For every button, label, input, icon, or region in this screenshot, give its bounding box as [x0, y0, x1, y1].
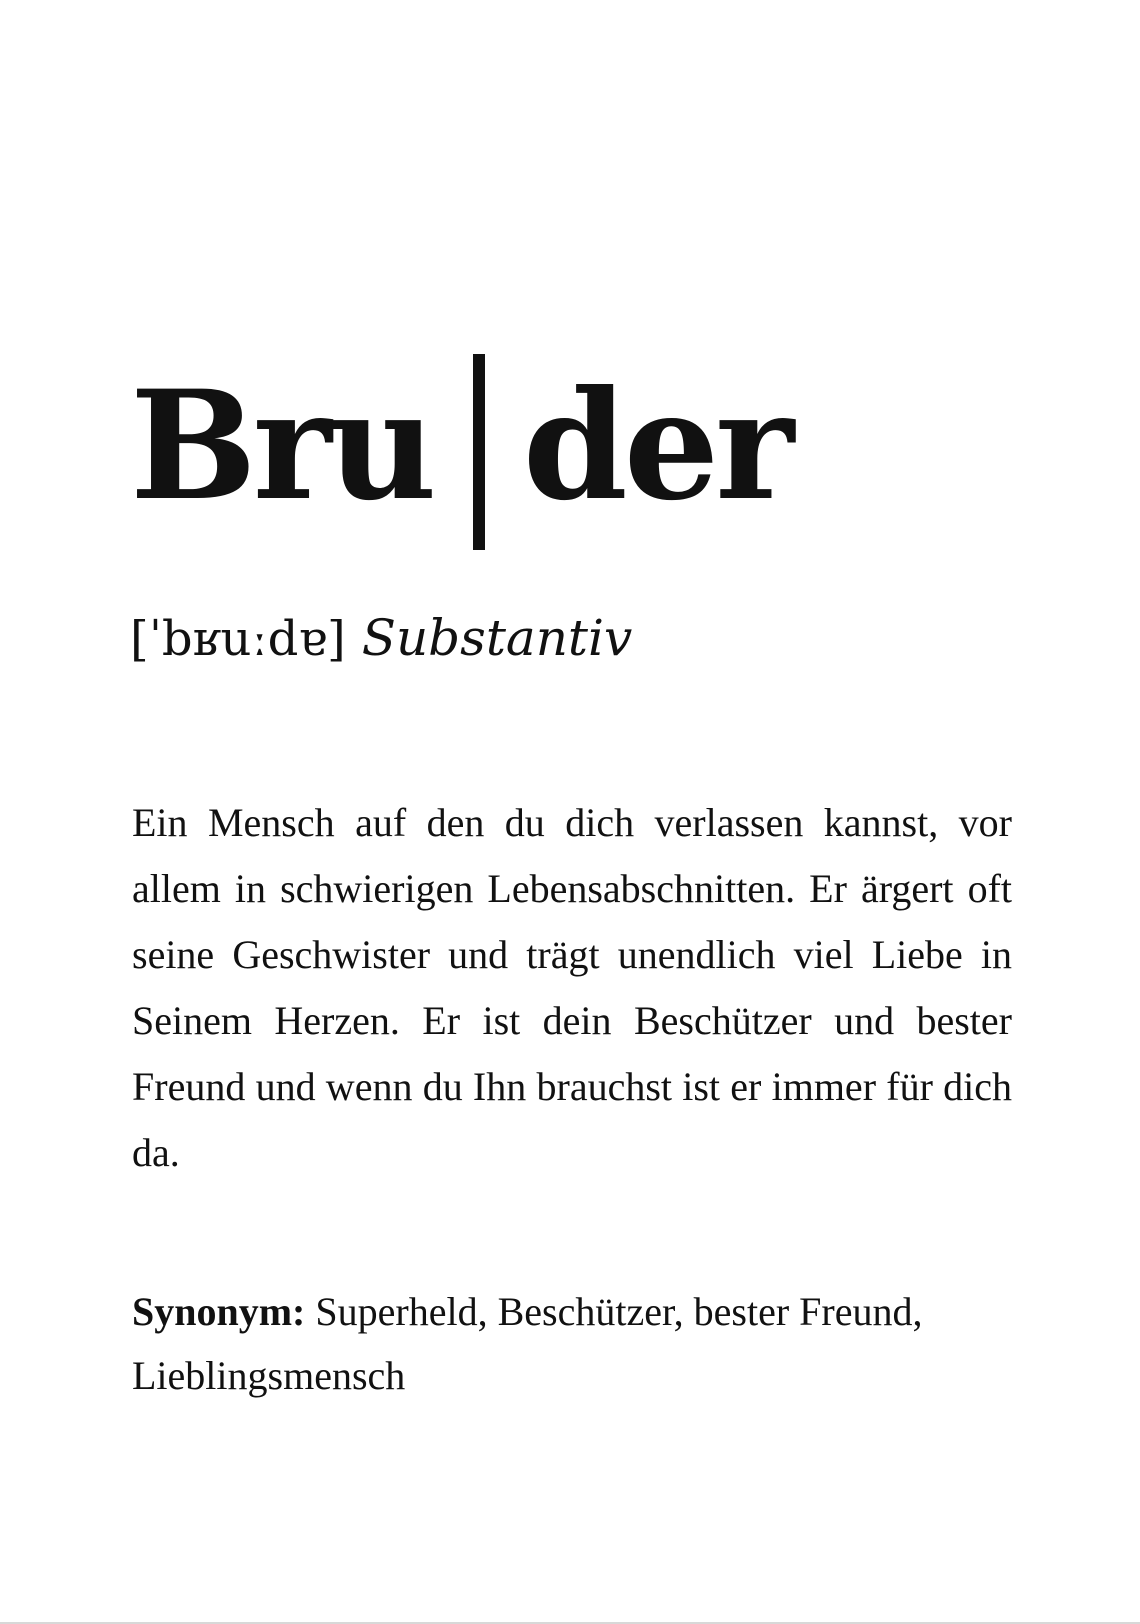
synonym-list: Superheld, Beschützer, bester Freund, Lieblingsmensch — [132, 1289, 923, 1398]
part-of-speech: Substantiv — [361, 609, 633, 667]
headword-syllable-1: Bru — [130, 358, 433, 534]
headword — [130, 352, 790, 552]
headword-syllable-2: der — [522, 358, 791, 534]
syllable-divider — [473, 354, 485, 550]
pronunciation: [ˈbʁuːdɐ] — [130, 611, 346, 667]
pronunciation-line — [130, 608, 632, 669]
synonym-label: Synonym: — [132, 1289, 306, 1334]
definition-text: Ein Mensch auf den du dich verlassen kannst, vor allem in schwierigen Lebensabschnitten. Er ärgert oft seine Geschwister und trägt unendlich viel Liebe in Seinem Herzen. Er ist dein Beschützer und bester Freund und wenn du Ihn brauchst ist er immer für dich da. — [132, 800, 1012, 1175]
synonyms — [132, 1280, 1012, 1408]
